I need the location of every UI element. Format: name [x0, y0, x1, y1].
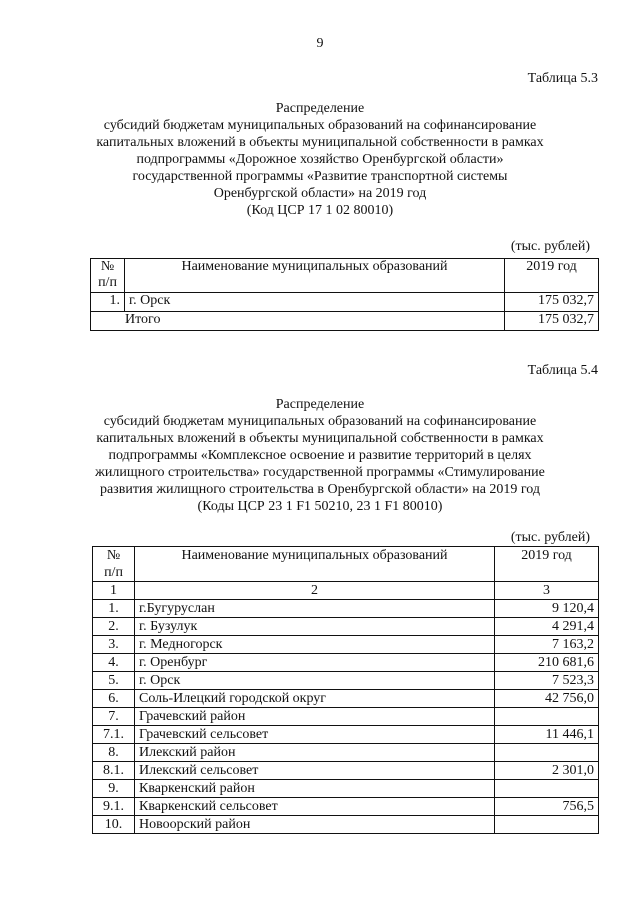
row-value: [495, 744, 599, 762]
title-line: подпрограммы «Комплексное освоение и развитие территорий в целях: [108, 448, 532, 463]
row-name: Соль-Илецкий городской округ: [135, 690, 495, 708]
header-name: Наименование муниципальных образований: [125, 259, 505, 293]
row-num: 9.: [93, 780, 135, 798]
table-row: [93, 798, 599, 816]
title-line: Оренбургской области» на 2019 год: [213, 186, 427, 201]
row-name: г. Медногорск: [135, 636, 495, 654]
row-value: 11 446,1: [495, 726, 599, 744]
title-line: Распределение: [275, 101, 365, 116]
row-num: 1.: [93, 600, 135, 618]
row-value: [495, 816, 599, 834]
row-name: г. Оренбург: [135, 654, 495, 672]
table-header-row: [93, 547, 599, 582]
row-value: 175 032,7: [505, 293, 599, 312]
row-value: 9 120,4: [495, 600, 599, 618]
header-num-line2: п/п: [104, 565, 123, 580]
row-name: г. Бузулук: [135, 618, 495, 636]
table-row: [93, 762, 599, 780]
row-num: 8.: [93, 744, 135, 762]
row-name: г. Орск: [125, 293, 505, 312]
title-line: (Коды ЦСР 23 1 F1 50210, 23 1 F1 80010): [197, 499, 443, 514]
table-5-3: [90, 258, 599, 331]
header-year: 2019 год: [505, 259, 599, 293]
total-label: Итого: [91, 312, 505, 331]
row-name: г. Орск: [135, 672, 495, 690]
row-value: 2 301,0: [495, 762, 599, 780]
table-row: [93, 654, 599, 672]
table-row: [93, 726, 599, 744]
row-name: Кваркенский район: [135, 780, 495, 798]
row-num: 7.1.: [93, 726, 135, 744]
row-num: 8.1.: [93, 762, 135, 780]
row-name: Грачевский сельсовет: [135, 726, 495, 744]
title-line: государственной программы «Развитие транспортной системы: [132, 169, 508, 184]
col-number: 1: [93, 582, 135, 600]
table-row: [93, 690, 599, 708]
title-line: субсидий бюджетам муниципальных образований на софинансирование: [103, 414, 537, 429]
table-5-4: [92, 546, 599, 834]
row-name: г.Бугуруслан: [135, 600, 495, 618]
total-row: [91, 312, 599, 331]
title-line: жилищного строительства» государственной программы «Стимулирование: [95, 465, 545, 480]
row-value: [495, 708, 599, 726]
header-num-line1: №: [106, 548, 121, 563]
row-name: Илекский сельсовет: [135, 762, 495, 780]
row-name: Грачевский район: [135, 708, 495, 726]
row-num: 3.: [93, 636, 135, 654]
row-name: Новоорский район: [135, 816, 495, 834]
header-num: [91, 259, 125, 293]
table-row: [93, 618, 599, 636]
row-value: 756,5: [495, 798, 599, 816]
row-num: 7.: [93, 708, 135, 726]
table-5-3-id: Таблица 5.3: [527, 71, 598, 86]
row-name: Кваркенский сельсовет: [135, 798, 495, 816]
table-row: [93, 600, 599, 618]
col-number: 3: [495, 582, 599, 600]
header-num-line1: №: [100, 259, 115, 274]
title-line: субсидий бюджетам муниципальных образований на софинансирование: [103, 118, 537, 133]
table-5-3-title: [70, 100, 570, 219]
title-line: (Код ЦСР 17 1 02 80010): [246, 203, 394, 218]
table-row: [93, 744, 599, 762]
header-name: Наименование муниципальных образований: [135, 547, 495, 582]
table-5-3-unit: (тыс. рублей): [510, 239, 590, 254]
row-num: 10.: [93, 816, 135, 834]
row-num: 5.: [93, 672, 135, 690]
table-row: [91, 293, 599, 312]
title-line: Распределение: [275, 397, 365, 412]
title-line: капитальных вложений в объекты муниципальной собственности в рамках: [96, 431, 544, 446]
row-num: 9.1.: [93, 798, 135, 816]
table-row: [93, 636, 599, 654]
title-line: развития жилищного строительства в Оренбургской области» на 2019 год: [99, 482, 541, 497]
table-header-row: [91, 259, 599, 293]
col-number: 2: [135, 582, 495, 600]
row-value: 7 163,2: [495, 636, 599, 654]
total-value: 175 032,7: [505, 312, 599, 331]
table-5-4-title: [70, 396, 570, 515]
row-num: 2.: [93, 618, 135, 636]
header-year: 2019 год: [495, 547, 599, 582]
row-value: 4 291,4: [495, 618, 599, 636]
table-row: [93, 708, 599, 726]
title-line: подпрограммы «Дорожное хозяйство Оренбургской области»: [136, 152, 504, 167]
row-value: [495, 780, 599, 798]
table-row: [93, 672, 599, 690]
header-num-line2: п/п: [98, 275, 117, 290]
row-num: 6.: [93, 690, 135, 708]
row-value: 210 681,6: [495, 654, 599, 672]
row-num: 1.: [91, 293, 125, 312]
row-value: 7 523,3: [495, 672, 599, 690]
table-5-4-unit: (тыс. рублей): [510, 530, 590, 545]
row-num: 4.: [93, 654, 135, 672]
table-5-4-id: Таблица 5.4: [527, 363, 598, 378]
row-name: Илекский район: [135, 744, 495, 762]
header-num: [93, 547, 135, 582]
page-number: 9: [316, 36, 324, 51]
table-row: [93, 816, 599, 834]
title-line: капитальных вложений в объекты муниципальной собственности в рамках: [96, 135, 544, 150]
table-row: [93, 780, 599, 798]
row-value: 42 756,0: [495, 690, 599, 708]
column-number-row: [93, 582, 599, 600]
